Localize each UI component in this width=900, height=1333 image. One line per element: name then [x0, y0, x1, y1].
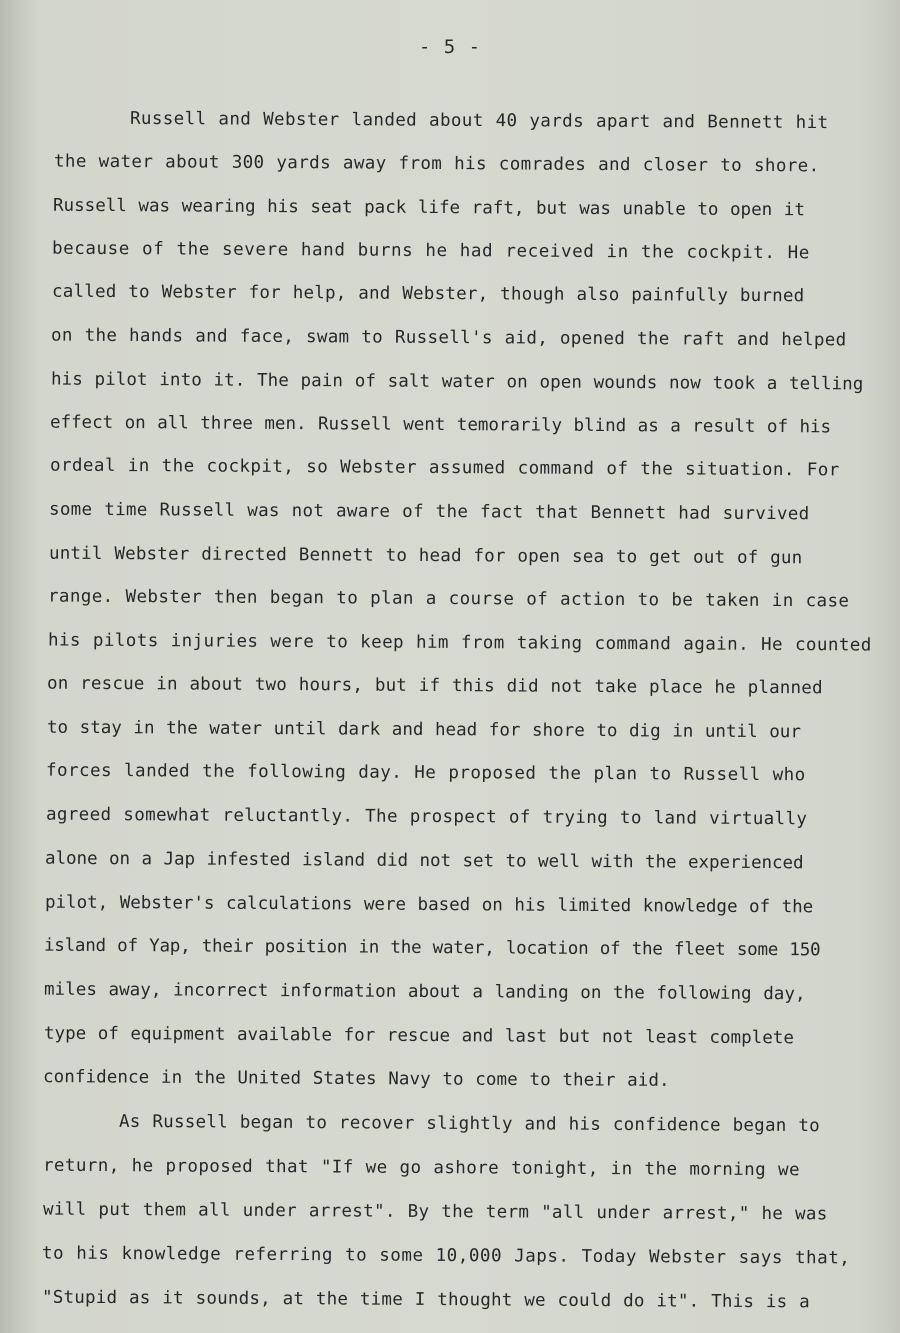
text-line: island of Yap, their position in the water, location of the fleet some 150: [43, 935, 821, 961]
text-line: the water about 300 yards away from his comrades and closer to shore.: [53, 151, 820, 177]
text-line: because of the severe hand burns he had received in the cockpit. He: [51, 238, 811, 264]
text-line: Russell was wearing his seat pack life raft, but was unable to open it: [52, 195, 805, 221]
text-line: his pilot into it. The pain of salt water on open wounds now took a telling: [50, 369, 864, 395]
page-number: - 5 -: [418, 36, 482, 58]
text-line: Russell and Webster landed about 40 yards apart and Bennett hit: [129, 108, 829, 134]
text-line: agreed somewhat reluctantly. The prospect of trying to land virtually: [45, 804, 808, 830]
text-line: pilot, Webster's calculations were based on his limited knowledge of the: [44, 892, 814, 918]
text-line: effect on all three men. Russell went temorarily blind as a result of his: [49, 412, 832, 438]
text-line: will put them all under arrest". By the term "all under arrest," he was: [42, 1199, 828, 1225]
text-line: until Webster directed Bennett to head for open sea to get out of gun: [48, 543, 803, 569]
text-line: confidence in the United States Navy to come to their aid.: [42, 1067, 670, 1091]
text-line: on the hands and face, swam to Russell's aid, opened the raft and helped: [50, 325, 847, 351]
text-line: ordeal in the cockpit, so Webster assumed command of the situation. For: [49, 455, 840, 481]
text-line: return, he proposed that "If we go ashore tonight, in the morning we: [42, 1155, 800, 1181]
text-line: "Stupid as it sounds, at the time I thought we could do it". This is a: [41, 1287, 811, 1313]
text-line: As Russell began to recover slightly and his confidence began to: [118, 1111, 821, 1137]
text-line: forces landed the following day. He proposed the plan to Russell who: [45, 760, 806, 786]
text-line: alone on a Jap infested island did not set to well with the experienced: [44, 848, 804, 874]
text-line: called to Webster for help, and Webster, though also painfully burned: [51, 281, 805, 307]
text-line: miles away, incorrect information about a landing on the following day,: [43, 979, 806, 1005]
text-line: type of equipment available for rescue and last but not least complete: [43, 1023, 794, 1049]
text-line: some time Russell was not aware of the fact that Bennett had survived: [48, 499, 810, 525]
text-line: range. Webster then began to plan a course of action to be taken in case: [47, 586, 850, 612]
text-line: to stay in the water until dark and head for shore to dig in until our: [46, 717, 801, 743]
text-line: his pilots injuries were to keep him from taking command again. He counted: [47, 630, 872, 656]
text-line: on rescue in about two hours, but if this did not take place he planned: [46, 673, 823, 699]
text-line: to his knowledge referring to some 10,000 Japs. Today Webster says that,: [41, 1243, 851, 1269]
